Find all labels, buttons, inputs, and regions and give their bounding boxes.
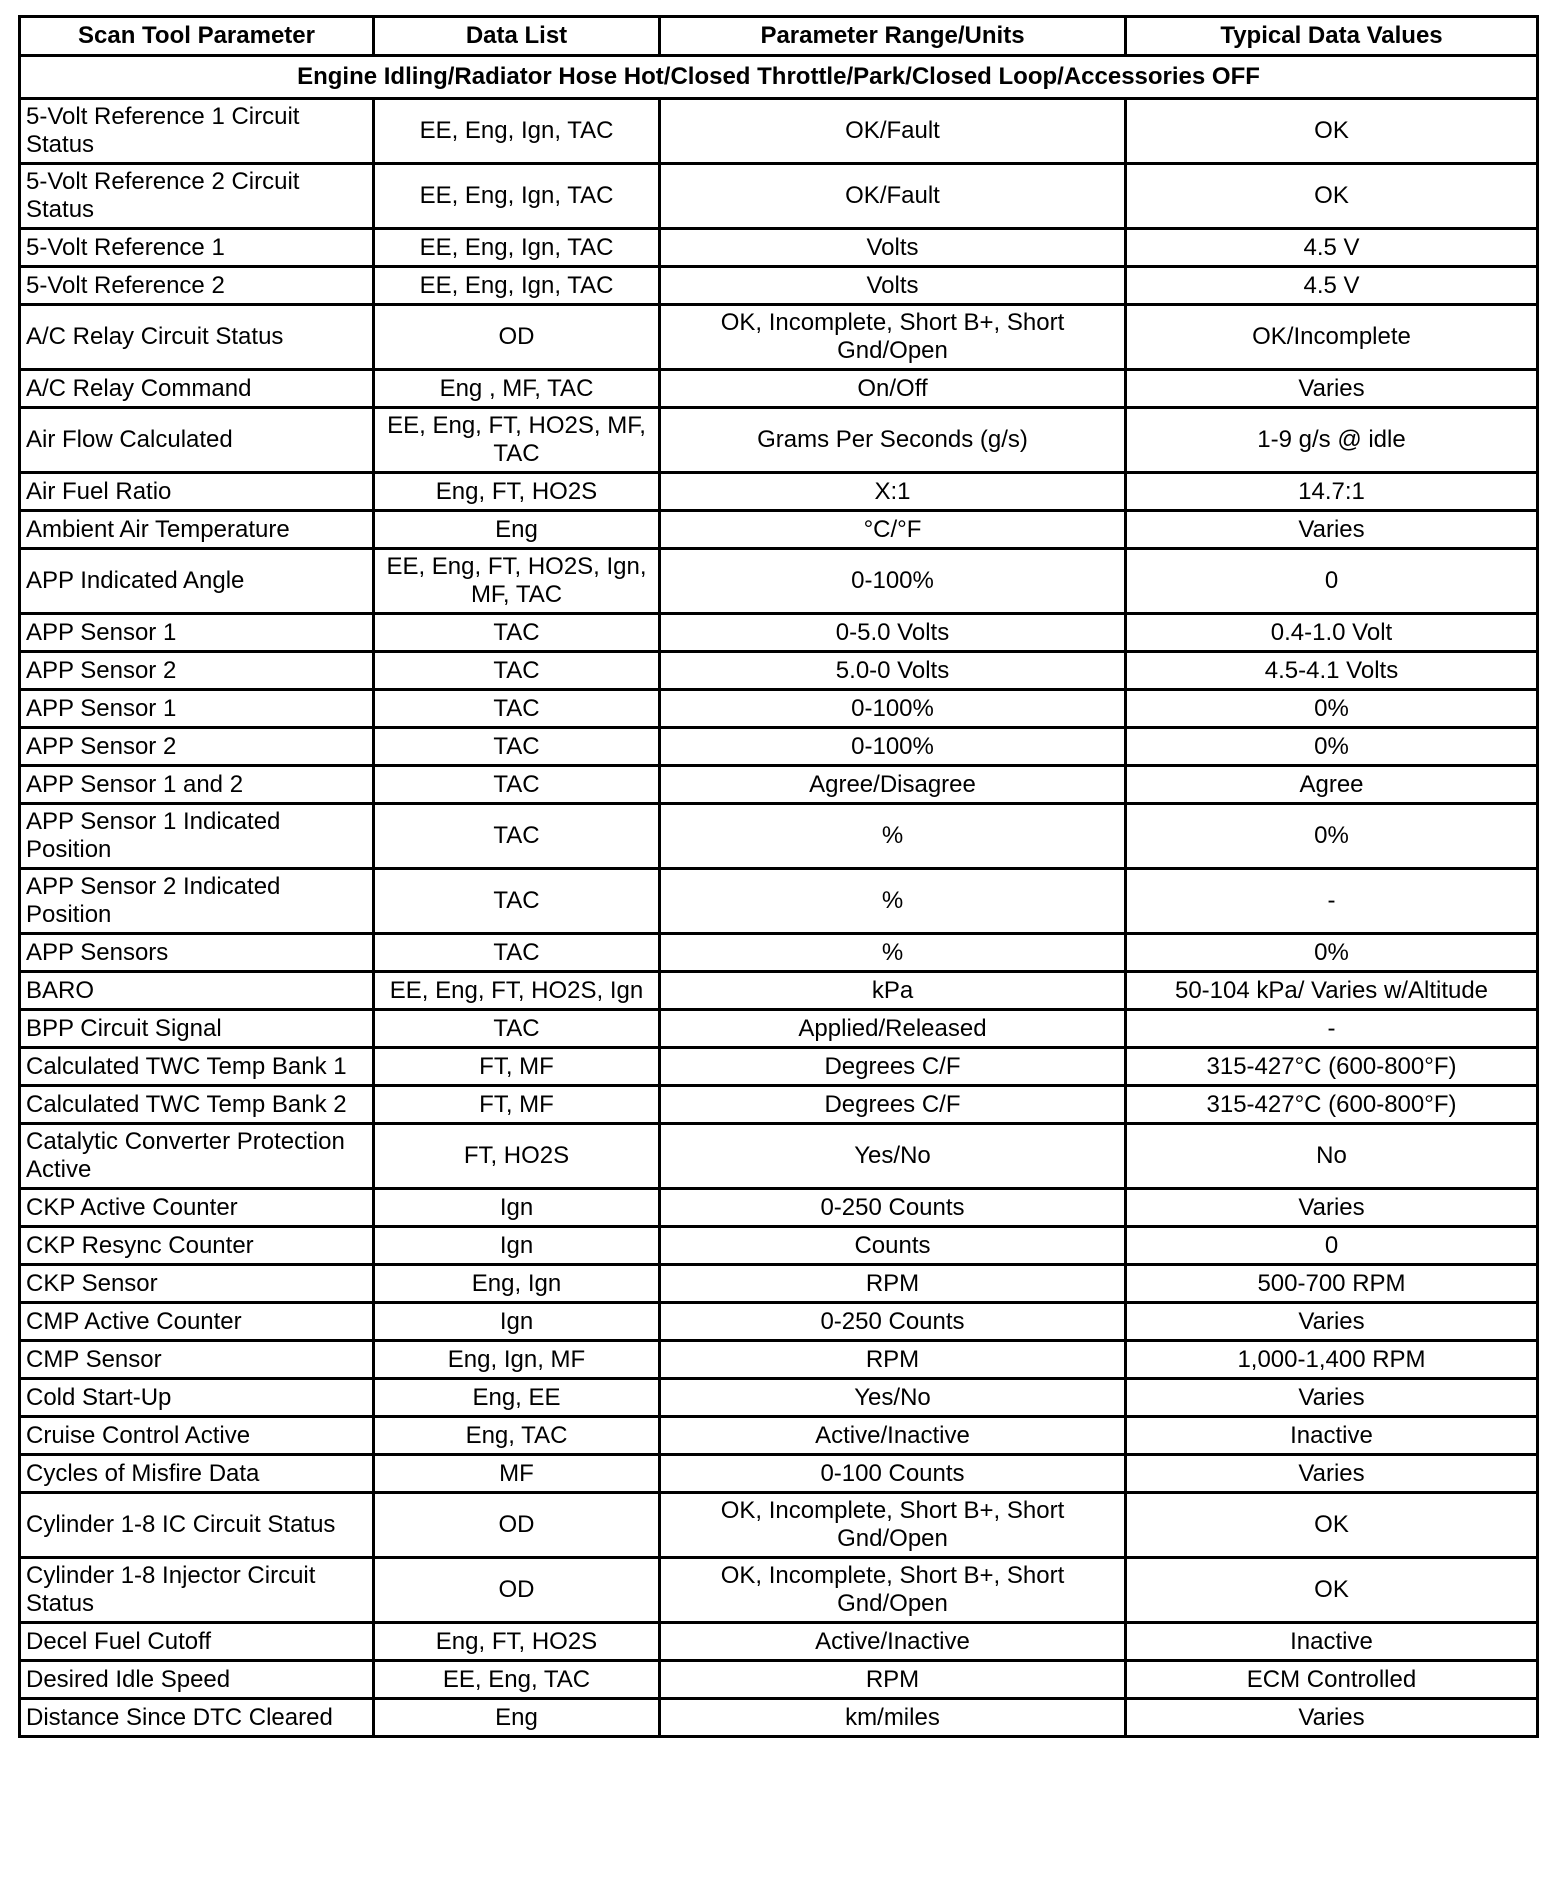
cell-scan-tool-parameter: Cold Start-Up — [20, 1379, 374, 1417]
cell-typical-value: OK — [1126, 99, 1538, 164]
cell-typical-value: 0% — [1126, 804, 1538, 869]
table-row — [20, 305, 1538, 370]
cell-parameter-range: X:1 — [660, 473, 1126, 511]
cell-data-list: EE, Eng, Ign, TAC — [374, 229, 660, 267]
table-row — [20, 549, 1538, 614]
cell-data-list: OD — [374, 305, 660, 370]
cell-parameter-range: OK, Incomplete, Short B+, Short Gnd/Open — [660, 305, 1126, 370]
table-row — [20, 1124, 1538, 1189]
cell-data-list: EE, Eng, TAC — [374, 1661, 660, 1699]
cell-scan-tool-parameter: 5-Volt Reference 2 — [20, 267, 374, 305]
table-row — [20, 1086, 1538, 1124]
cell-data-list: Eng, Ign — [374, 1265, 660, 1303]
cell-scan-tool-parameter: A/C Relay Command — [20, 370, 374, 408]
cell-scan-tool-parameter: CKP Sensor — [20, 1265, 374, 1303]
cell-scan-tool-parameter: BARO — [20, 972, 374, 1010]
cell-typical-value: Inactive — [1126, 1623, 1538, 1661]
cell-data-list: Eng, FT, HO2S — [374, 1623, 660, 1661]
cell-data-list: Eng — [374, 511, 660, 549]
cell-parameter-range: 0-100% — [660, 728, 1126, 766]
cell-data-list: Eng, EE — [374, 1379, 660, 1417]
cell-parameter-range: Volts — [660, 267, 1126, 305]
cell-scan-tool-parameter: Calculated TWC Temp Bank 2 — [20, 1086, 374, 1124]
table-row — [20, 1010, 1538, 1048]
table-row — [20, 1341, 1538, 1379]
cell-parameter-range: °C/°F — [660, 511, 1126, 549]
cell-typical-value: 500-700 RPM — [1126, 1265, 1538, 1303]
table-row — [20, 690, 1538, 728]
cell-typical-value: OK/Incomplete — [1126, 305, 1538, 370]
cell-scan-tool-parameter: 5-Volt Reference 2 Circuit Status — [20, 164, 374, 229]
header-scan-tool-parameter: Scan Tool Parameter — [20, 17, 374, 56]
cell-parameter-range: OK/Fault — [660, 164, 1126, 229]
cell-scan-tool-parameter: Cruise Control Active — [20, 1417, 374, 1455]
cell-parameter-range: 0-250 Counts — [660, 1303, 1126, 1341]
cell-typical-value: Agree — [1126, 766, 1538, 804]
cell-data-list: EE, Eng, FT, HO2S, Ign — [374, 972, 660, 1010]
cell-typical-value: No — [1126, 1124, 1538, 1189]
cell-parameter-range: Agree/Disagree — [660, 766, 1126, 804]
cell-parameter-range: % — [660, 934, 1126, 972]
cell-data-list: Eng , MF, TAC — [374, 370, 660, 408]
cell-typical-value: Varies — [1126, 511, 1538, 549]
table-row — [20, 766, 1538, 804]
table-row — [20, 934, 1538, 972]
cell-typical-value: ECM Controlled — [1126, 1661, 1538, 1699]
table-row — [20, 408, 1538, 473]
cell-data-list: EE, Eng, FT, HO2S, MF, TAC — [374, 408, 660, 473]
cell-data-list: OD — [374, 1493, 660, 1558]
table-row — [20, 1493, 1538, 1558]
cell-typical-value: 0% — [1126, 934, 1538, 972]
cell-typical-value: - — [1126, 1010, 1538, 1048]
table-row — [20, 972, 1538, 1010]
cell-typical-value: 0% — [1126, 690, 1538, 728]
table-row — [20, 473, 1538, 511]
cell-typical-value: 4.5-4.1 Volts — [1126, 652, 1538, 690]
cell-data-list: Ign — [374, 1227, 660, 1265]
cell-data-list: TAC — [374, 728, 660, 766]
cell-data-list: TAC — [374, 690, 660, 728]
cell-typical-value: 1,000-1,400 RPM — [1126, 1341, 1538, 1379]
cell-parameter-range: Yes/No — [660, 1379, 1126, 1417]
header-typical-data-values: Typical Data Values — [1126, 17, 1538, 56]
cell-data-list: EE, Eng, Ign, TAC — [374, 267, 660, 305]
cell-parameter-range: Active/Inactive — [660, 1623, 1126, 1661]
cell-typical-value: 0 — [1126, 1227, 1538, 1265]
cell-data-list: OD — [374, 1558, 660, 1623]
cell-data-list: TAC — [374, 652, 660, 690]
table-row — [20, 511, 1538, 549]
table-row — [20, 99, 1538, 164]
cell-typical-value: OK — [1126, 1493, 1538, 1558]
cell-parameter-range: Degrees C/F — [660, 1086, 1126, 1124]
cell-parameter-range: 0-250 Counts — [660, 1189, 1126, 1227]
cell-data-list: Eng — [374, 1699, 660, 1737]
cell-parameter-range: 0-100 Counts — [660, 1455, 1126, 1493]
table-row — [20, 1265, 1538, 1303]
cell-typical-value: Varies — [1126, 1379, 1538, 1417]
cell-data-list: TAC — [374, 614, 660, 652]
cell-data-list: TAC — [374, 766, 660, 804]
table-row — [20, 804, 1538, 869]
cell-parameter-range: 0-100% — [660, 549, 1126, 614]
cell-typical-value: Varies — [1126, 1189, 1538, 1227]
cell-parameter-range: 5.0-0 Volts — [660, 652, 1126, 690]
cell-parameter-range: 0-5.0 Volts — [660, 614, 1126, 652]
table-row — [20, 1189, 1538, 1227]
cell-data-list: EE, Eng, Ign, TAC — [374, 99, 660, 164]
cell-scan-tool-parameter: Cylinder 1-8 IC Circuit Status — [20, 1493, 374, 1558]
cell-typical-value: 0% — [1126, 728, 1538, 766]
cell-data-list: Eng, Ign, MF — [374, 1341, 660, 1379]
cell-scan-tool-parameter: Air Flow Calculated — [20, 408, 374, 473]
table-row — [20, 614, 1538, 652]
cell-parameter-range: RPM — [660, 1661, 1126, 1699]
cell-data-list: TAC — [374, 869, 660, 934]
cell-scan-tool-parameter: CMP Sensor — [20, 1341, 374, 1379]
cell-typical-value: 50-104 kPa/ Varies w/Altitude — [1126, 972, 1538, 1010]
cell-parameter-range: OK, Incomplete, Short B+, Short Gnd/Open — [660, 1558, 1126, 1623]
cell-data-list: EE, Eng, Ign, TAC — [374, 164, 660, 229]
cell-parameter-range: Degrees C/F — [660, 1048, 1126, 1086]
table-row — [20, 1699, 1538, 1737]
cell-scan-tool-parameter: Calculated TWC Temp Bank 1 — [20, 1048, 374, 1086]
cell-scan-tool-parameter: 5-Volt Reference 1 Circuit Status — [20, 99, 374, 164]
cell-scan-tool-parameter: APP Sensor 1 — [20, 690, 374, 728]
header-row — [20, 17, 1538, 56]
cell-scan-tool-parameter: APP Sensor 1 — [20, 614, 374, 652]
cell-parameter-range: OK/Fault — [660, 99, 1126, 164]
cell-typical-value: 0 — [1126, 549, 1538, 614]
cell-scan-tool-parameter: APP Sensors — [20, 934, 374, 972]
cell-data-list: FT, HO2S — [374, 1124, 660, 1189]
table-row — [20, 370, 1538, 408]
cell-typical-value: 315-427°C (600-800°F) — [1126, 1048, 1538, 1086]
cell-typical-value: Varies — [1126, 1455, 1538, 1493]
cell-data-list: Ign — [374, 1189, 660, 1227]
table-row — [20, 164, 1538, 229]
cell-typical-value: OK — [1126, 164, 1538, 229]
cell-scan-tool-parameter: APP Indicated Angle — [20, 549, 374, 614]
cell-data-list: TAC — [374, 804, 660, 869]
cell-typical-value: 315-427°C (600-800°F) — [1126, 1086, 1538, 1124]
cell-scan-tool-parameter: Catalytic Converter Protection Active — [20, 1124, 374, 1189]
cell-parameter-range: RPM — [660, 1341, 1126, 1379]
cell-scan-tool-parameter: Distance Since DTC Cleared — [20, 1699, 374, 1737]
cell-typical-value: 14.7:1 — [1126, 473, 1538, 511]
cell-scan-tool-parameter: BPP Circuit Signal — [20, 1010, 374, 1048]
header-data-list: Data List — [374, 17, 660, 56]
cell-parameter-range: Active/Inactive — [660, 1417, 1126, 1455]
cell-scan-tool-parameter: Decel Fuel Cutoff — [20, 1623, 374, 1661]
cell-typical-value: 0.4-1.0 Volt — [1126, 614, 1538, 652]
cell-parameter-range: Counts — [660, 1227, 1126, 1265]
cell-parameter-range: Yes/No — [660, 1124, 1126, 1189]
header-parameter-range-units: Parameter Range/Units — [660, 17, 1126, 56]
cell-parameter-range: OK, Incomplete, Short B+, Short Gnd/Open — [660, 1493, 1126, 1558]
cell-data-list: MF — [374, 1455, 660, 1493]
cell-scan-tool-parameter: CMP Active Counter — [20, 1303, 374, 1341]
cell-parameter-range: % — [660, 869, 1126, 934]
table-row — [20, 1455, 1538, 1493]
scan-tool-data-table-container — [18, 15, 1536, 1738]
table-row — [20, 652, 1538, 690]
cell-data-list: FT, MF — [374, 1048, 660, 1086]
table-row — [20, 267, 1538, 305]
cell-scan-tool-parameter: APP Sensor 2 — [20, 652, 374, 690]
cell-typical-value: OK — [1126, 1558, 1538, 1623]
table-row — [20, 869, 1538, 934]
cell-parameter-range: 0-100% — [660, 690, 1126, 728]
cell-typical-value: Varies — [1126, 1303, 1538, 1341]
table-row — [20, 1417, 1538, 1455]
table-row — [20, 1558, 1538, 1623]
cell-scan-tool-parameter: Ambient Air Temperature — [20, 511, 374, 549]
cell-typical-value: Inactive — [1126, 1417, 1538, 1455]
condition-row — [20, 56, 1538, 99]
scan-tool-data-table — [18, 15, 1539, 1738]
cell-scan-tool-parameter: Cycles of Misfire Data — [20, 1455, 374, 1493]
cell-parameter-range: On/Off — [660, 370, 1126, 408]
table-row — [20, 229, 1538, 267]
cell-scan-tool-parameter: A/C Relay Circuit Status — [20, 305, 374, 370]
cell-scan-tool-parameter: CKP Resync Counter — [20, 1227, 374, 1265]
cell-data-list: Eng, FT, HO2S — [374, 473, 660, 511]
cell-scan-tool-parameter: APP Sensor 1 and 2 — [20, 766, 374, 804]
cell-scan-tool-parameter: APP Sensor 2 Indicated Position — [20, 869, 374, 934]
cell-typical-value: 4.5 V — [1126, 267, 1538, 305]
cell-typical-value: - — [1126, 869, 1538, 934]
cell-data-list: TAC — [374, 1010, 660, 1048]
table-row — [20, 1379, 1538, 1417]
cell-scan-tool-parameter: Cylinder 1-8 Injector Circuit Status — [20, 1558, 374, 1623]
cell-data-list: EE, Eng, FT, HO2S, Ign, MF, TAC — [374, 549, 660, 614]
cell-typical-value: Varies — [1126, 1699, 1538, 1737]
cell-scan-tool-parameter: Desired Idle Speed — [20, 1661, 374, 1699]
cell-scan-tool-parameter: 5-Volt Reference 1 — [20, 229, 374, 267]
cell-scan-tool-parameter: APP Sensor 1 Indicated Position — [20, 804, 374, 869]
condition-text: Engine Idling/Radiator Hose Hot/Closed Throttle/Park/Closed Loop/Accessories OFF — [20, 56, 1538, 99]
table-row — [20, 1303, 1538, 1341]
cell-data-list: TAC — [374, 934, 660, 972]
cell-parameter-range: kPa — [660, 972, 1126, 1010]
cell-parameter-range: RPM — [660, 1265, 1126, 1303]
cell-parameter-range: Volts — [660, 229, 1126, 267]
cell-data-list: Ign — [374, 1303, 660, 1341]
cell-typical-value: Varies — [1126, 370, 1538, 408]
cell-parameter-range: km/miles — [660, 1699, 1126, 1737]
cell-parameter-range: Grams Per Seconds (g/s) — [660, 408, 1126, 473]
table-row — [20, 1623, 1538, 1661]
table-row — [20, 1048, 1538, 1086]
cell-scan-tool-parameter: Air Fuel Ratio — [20, 473, 374, 511]
cell-scan-tool-parameter: CKP Active Counter — [20, 1189, 374, 1227]
cell-typical-value: 4.5 V — [1126, 229, 1538, 267]
table-row — [20, 1661, 1538, 1699]
cell-parameter-range: % — [660, 804, 1126, 869]
cell-data-list: Eng, TAC — [374, 1417, 660, 1455]
table-row — [20, 728, 1538, 766]
cell-scan-tool-parameter: APP Sensor 2 — [20, 728, 374, 766]
cell-parameter-range: Applied/Released — [660, 1010, 1126, 1048]
table-row — [20, 1227, 1538, 1265]
cell-typical-value: 1-9 g/s @ idle — [1126, 408, 1538, 473]
cell-data-list: FT, MF — [374, 1086, 660, 1124]
